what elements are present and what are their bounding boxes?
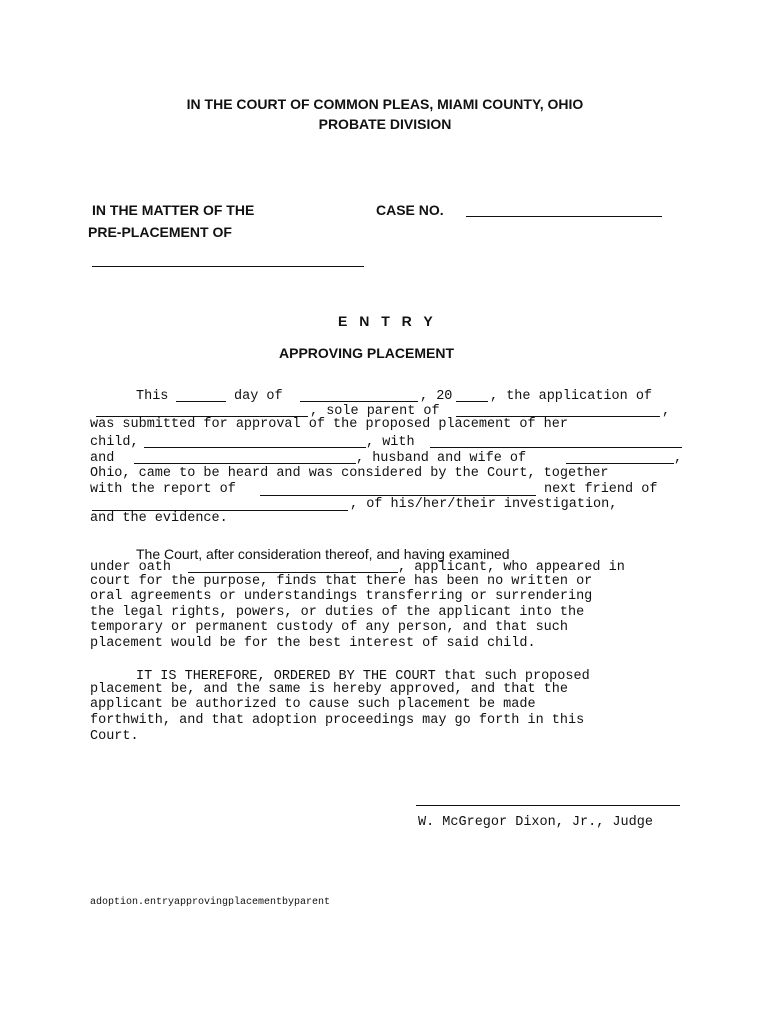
p1-comma-2: , <box>674 451 683 466</box>
p1-comma-1: , <box>662 404 671 419</box>
child-name-blank[interactable] <box>92 266 364 267</box>
p1-and: and <box>90 451 115 466</box>
p3-line-3: applicant be authorized to cause such placement be made <box>90 697 536 712</box>
p3-line-2: placement be, and the same is hereby approved, and that the <box>90 682 568 697</box>
p3-line-1: IT IS THEREFORE, ORDERED BY THE COURT that such proposed <box>136 669 590 684</box>
p1-child: child, <box>90 435 139 450</box>
oath-blank[interactable] <box>188 572 398 573</box>
p1-sole-parent: , sole parent of <box>310 404 440 419</box>
county-blank[interactable] <box>566 463 674 464</box>
case-number-blank[interactable] <box>466 216 662 217</box>
month-blank[interactable] <box>300 401 418 402</box>
p1-next-friend: next friend of <box>544 482 658 497</box>
matter-line-2: PRE-PLACEMENT OF <box>88 224 232 240</box>
p2-line-4: the legal rights, powers, or duties of the applicant into the <box>90 605 585 620</box>
child-blank-2[interactable] <box>144 447 366 448</box>
p2-line-5: temporary or permanent custody of any person, and that such <box>90 620 568 635</box>
p1-with: , with <box>366 435 415 450</box>
spouse-blank-1[interactable] <box>430 447 682 448</box>
p3-line-4: forthwith, and that adoption proceedings may go forth in this <box>90 713 585 728</box>
p2-lead: The Court, after consideration thereof, and having examined <box>136 546 510 562</box>
p2-line-3: oral agreements or understandings transferring or surrendering <box>90 589 593 604</box>
division-heading: PROBATE DIVISION <box>318 116 452 132</box>
p1-line-3: was submitted for approval of the proposed placement of her <box>90 417 568 432</box>
p1-investigation: , of his/her/their investigation, <box>350 497 618 512</box>
judge-name: W. McGregor Dixon, Jr., Judge <box>418 815 653 830</box>
p1-application-of: , the application of <box>490 389 653 404</box>
p2-line-6: placement would be for the best interest of said child. <box>90 636 536 651</box>
p2-under-oath: under oath <box>90 560 172 575</box>
matter-line-1: IN THE MATTER OF THE <box>92 202 255 218</box>
p1-husband-wife: , husband and wife of <box>356 451 527 466</box>
signature-line[interactable] <box>416 805 680 806</box>
case-number-label: CASE NO. <box>376 202 444 218</box>
spouse-blank-2[interactable] <box>134 463 356 464</box>
p3-line-5: Court. <box>90 729 139 744</box>
entry-title: E N T R Y <box>338 313 437 329</box>
p1-report-of: with the report of <box>90 482 236 497</box>
p1-line-6: Ohio, came to be heard and was considered by the Court, together <box>90 466 609 481</box>
form-id: adoption.entryapprovingplacementbyparent <box>90 897 331 908</box>
year-blank[interactable] <box>456 401 488 402</box>
court-heading: IN THE COURT OF COMMON PLEAS, MIAMI COUNTY, OHIO <box>186 96 584 112</box>
p2-line-2: court for the purpose, finds that there has been no written or <box>90 574 593 589</box>
day-blank[interactable] <box>176 401 226 402</box>
p1-year-prefix: , 20 <box>420 389 453 404</box>
entry-subtitle: APPROVING PLACEMENT <box>279 345 455 361</box>
reporter-blank[interactable] <box>260 495 536 496</box>
p1-evidence: and the evidence. <box>90 511 228 526</box>
p1-day-of: day of <box>234 389 283 404</box>
p1-this: This <box>136 389 169 404</box>
p2-applicant: , applicant, who appeared in <box>398 560 625 575</box>
